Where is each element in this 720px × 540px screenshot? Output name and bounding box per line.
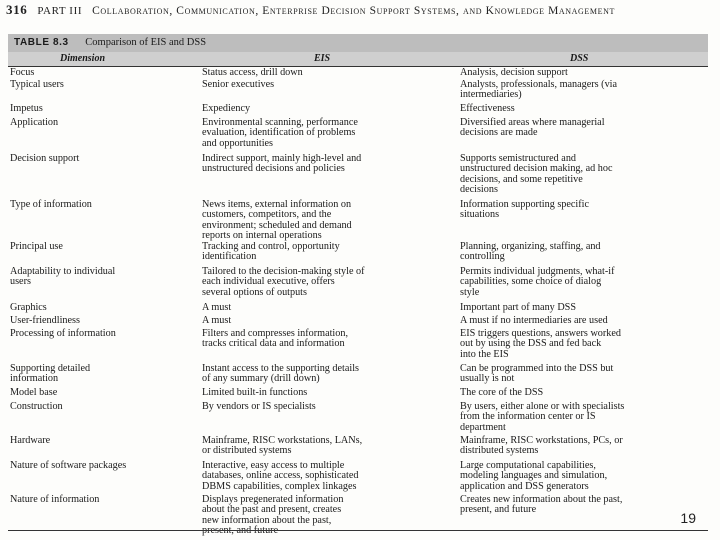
cell-eis: Status access, drill down	[202, 67, 303, 78]
table-bottom-rule	[8, 530, 708, 531]
cell-eis: Expediency	[202, 103, 251, 114]
cell-dimension: User-friendliness	[10, 315, 80, 326]
cell-dimension: Nature of information	[10, 494, 100, 505]
cell-dimension: Supporting detailed information	[10, 363, 91, 385]
table-caption	[8, 34, 708, 52]
cell-dimension: Principal use	[10, 241, 63, 252]
cell-dimension: Impetus	[10, 103, 43, 114]
cell-dss: Large computational capabilities, modeling languages and simulation, application and DSS generators	[460, 460, 608, 492]
table-label: TABLE 8.3	[14, 37, 69, 48]
cell-dimension: Construction	[10, 401, 63, 412]
cell-dss: Analysts, professionals, managers (via intermediaries)	[460, 79, 618, 101]
cell-eis: Senior executives	[202, 79, 275, 90]
cell-dss: Analysis, decision support	[460, 67, 568, 78]
cell-dimension: Model base	[10, 387, 58, 398]
cell-dimension: Type of information	[10, 199, 92, 210]
cell-dss: Permits individual judgments, what-if capabilities, some choice of dialog style	[460, 266, 615, 298]
cell-eis: Interactive, easy access to multiple databases, online access, sophisticated DBMS capabilities, complex linkages	[202, 460, 359, 492]
table-title: Comparison of EIS and DSS	[85, 37, 207, 48]
running-head	[6, 2, 714, 22]
cell-eis: Filters and compresses information, tracks critical data and information	[202, 328, 348, 350]
cell-dss: Important part of many DSS	[460, 302, 577, 313]
cell-eis: Environmental scanning, performance evaluation, identification of problems and opportunities	[202, 117, 358, 149]
cell-dss: A must if no intermediaries are used	[460, 315, 608, 326]
slide-number: 19	[680, 510, 696, 526]
cell-dimension: Typical users	[10, 79, 64, 90]
cell-dss: The core of the DSS	[460, 387, 544, 398]
cell-dss: Creates new information about the past, present, and future	[460, 494, 623, 516]
header-dimension: Dimension	[60, 53, 106, 64]
cell-dss: Mainframe, RISC workstations, PCs, or distributed systems	[460, 435, 623, 457]
cell-dss: Supports semistructured and unstructured decision making, ad hoc decisions, and some repetitive decisions	[460, 153, 613, 195]
cell-dss: Can be programmed into the DSS but usually is not	[460, 363, 614, 385]
cell-dimension: Graphics	[10, 302, 47, 313]
cell-dss: Information supporting specific situations	[460, 199, 590, 221]
cell-dss: By users, either alone or with specialists from the information center or IS department	[460, 401, 625, 433]
cell-dss: Effectiveness	[460, 103, 515, 114]
cell-dimension: Adaptability to individual users	[10, 266, 116, 288]
cell-dss: Planning, organizing, staffing, and controlling	[460, 241, 601, 263]
cell-eis: Mainframe, RISC workstations, LANs, or distributed systems	[202, 435, 363, 457]
table-header	[8, 52, 708, 67]
cell-dimension: Application	[10, 117, 59, 128]
cell-dimension: Decision support	[10, 153, 80, 164]
cell-dimension: Processing of information	[10, 328, 116, 339]
cell-eis: News items, external information on customers, competitors, and the environment; scheduled and demand reports on internal operations	[202, 199, 352, 241]
cell-dimension: Hardware	[10, 435, 51, 446]
running-head-title: Collaboration, Communication, Enterprise Decision Support Systems, and Knowledge Management	[92, 5, 615, 17]
cell-eis: Displays pregenerated information about the past and present, creates new information about the past, present, and future	[202, 494, 344, 536]
page-number: 316	[6, 2, 28, 17]
cell-eis: Indirect support, mainly high-level and unstructured decisions and policies	[202, 153, 362, 175]
cell-eis: Instant access to the supporting details of any summary (drill down)	[202, 363, 360, 385]
header-dss: DSS	[570, 53, 589, 64]
cell-dimension: Nature of software packages	[10, 460, 127, 471]
header-eis: EIS	[314, 53, 331, 64]
cell-eis: By vendors or IS specialists	[202, 401, 316, 412]
cell-dss: Diversified areas where managerial decisions are made	[460, 117, 605, 139]
cell-dimension: Focus	[10, 67, 35, 78]
cell-eis: Tailored to the decision-making style of each individual executive, offers several options of outputs	[202, 266, 365, 298]
part-label: PART III	[37, 5, 83, 17]
cell-eis: Limited built-in functions	[202, 387, 308, 398]
cell-dss: EIS triggers questions, answers worked out by using the DSS and fed back into the EIS	[460, 328, 621, 360]
cell-eis: A must	[202, 302, 232, 313]
cell-eis: Tracking and control, opportunity identification	[202, 241, 340, 263]
cell-eis: A must	[202, 315, 232, 326]
